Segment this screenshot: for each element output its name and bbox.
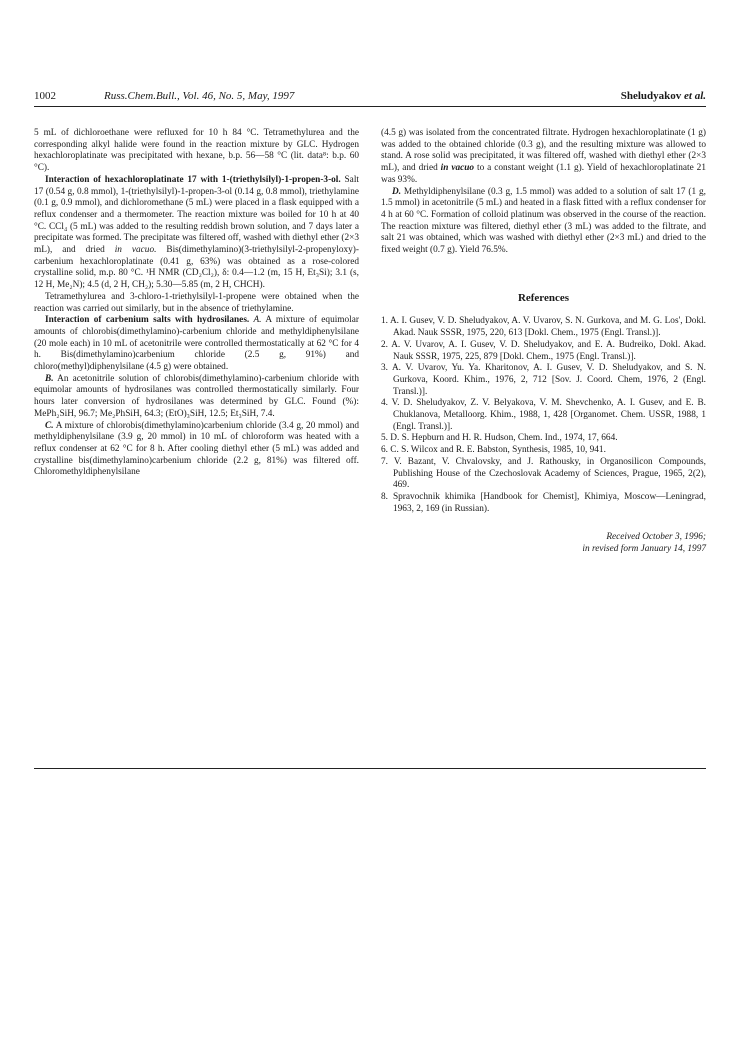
paragraph-text: (4.5 g) was isolated from the concentrated filtrate. Hydrogen hexachloroplatinate (1 g) was added to the obtained chloride (0.3 g), and the resulting mixture was allowed to stand. A rose solid was precipitated, it was filtered off, washed with diethyl ether (2×3 mL), and dried bbox=[381, 128, 706, 174]
paragraph bbox=[381, 187, 706, 257]
et-al: et al. bbox=[684, 90, 706, 102]
footer-rule bbox=[34, 768, 706, 769]
paragraph bbox=[34, 175, 359, 292]
italic-text: in vacuo. bbox=[114, 245, 157, 256]
received-date: Received October 3, 1996; bbox=[606, 532, 706, 543]
paragraph bbox=[34, 421, 359, 480]
author-name: Sheludyakov bbox=[620, 90, 682, 102]
reference-item: 5. D. S. Hepburn and H. R. Hudson, Chem. Ind., 1974, 17, 664. bbox=[381, 433, 618, 444]
reference-item: 7. V. Bazant, V. Chvalovsky, and J. Rathousky, in Organosilicon Compounds, Publishing House of the Czechoslovak Academy of Sciences, Prague, 1965, 2(2), 469. bbox=[381, 456, 706, 491]
section-heading: Interaction of hexachloroplatinate 17 with 1-(triethylsilyl)-1-propen-3-ol. bbox=[45, 174, 341, 185]
paragraph bbox=[34, 374, 359, 421]
reference-item: 8. Spravochnik khimika [Handbook for Chemist], Khimiya, Moscow—Leningrad, 1963, 2, 169 (in Russian). bbox=[381, 491, 706, 514]
paragraph-text: Bis(dimethylamino)(3-triethylsilyl-2-propenyloxy)-carbenium hexachloroplatinate (0.41 g, 63%) was obtained as a rose-colored crystalline solid, m.p. 80 °C. ¹H NMR (CD₂Cl₂), δ: 0.4—1.2 (m, 15 H, Et₃Si); 3.1 (s, 12 H, Me₂N); 4.5 (d, 2 H, CH₂); 5.30—5.85 (m, 2 H, CHCH). bbox=[34, 245, 359, 291]
revised-date: in revised form January 14, 1997 bbox=[582, 544, 706, 555]
paragraph-text: An acetonitrile solution of chlorobis(dimethylamino)-carbenium chloride with equimolar amounts of hydrosilanes was controlled thermostatically similarly. Four hours later conversion of hydrosilanes was determined by GLC. Found (%): MePh₂SiH, 96.7; Me₂PhSiH, 64.3; (EtO)₃SiH, 12.5; Et₃SiH, 7.4. bbox=[34, 373, 359, 419]
paragraph bbox=[34, 315, 359, 374]
paragraph: Tetramethylurea and 3-chloro-1-triethylsilyl-1-propene were obtained when the reaction was carried out similarly, but in the absence of triethylamine. bbox=[34, 291, 359, 314]
paragraph bbox=[381, 128, 706, 187]
journal-name: Russ.Chem.Bull., bbox=[104, 90, 180, 102]
item-label: C. bbox=[45, 420, 54, 431]
item-label: B. bbox=[45, 373, 54, 384]
paragraph-text: Methyldiphenylsilane (0.3 g, 1.5 mmol) was added to a solution of salt 17 (1 g, 1.5 mmol) in acetonitrile (5 mL) and heated in a flask fitted with a reflux condenser for 4 h at 60 °C. Formation of colloid platinum was observed in the course of the reaction. The reaction mixture was filtered, diethyl ether (3 mL) was added to the filtrate, and salt 21 was obtained, which was washed with diethyl ether (2×3 mL) and dried to the fixed weight (0.7 g). Yield 76.5%. bbox=[381, 186, 706, 256]
reference-item: 6. C. S. Wilcox and R. E. Babston, Synthesis, 1985, 10, 941. bbox=[381, 445, 606, 456]
right-column bbox=[381, 128, 706, 555]
paragraph: 5 mL of dichloroethane were refluxed for 10 h 84 °C. Tetramethylurea and the corresponding alkyl halide were found in the reaction mixture by GLC. Hydrogen hexachloroplatinate was precipitated with hexane, b.p. 56—58 °C (lit. data⁸: b.p. 60 °C). bbox=[34, 128, 359, 174]
references-heading: References bbox=[517, 291, 570, 304]
paragraph-text: to a constant weight (1.1 g). Yield of hexachloroplatinate 21 was 93%. bbox=[381, 163, 706, 185]
paragraph-text: Salt 17 (0.54 g, 0.8 mmol), 1-(triethylsilyl)-1-propen-3-ol (0.14 g, 0.8 mmol), triethylamine (0.1 g, 0.9 mmol), and dichloromethane (5 mL) were placed in a flask equipped with a reflux condenser and a thermometer. The reaction mixture was boiled for 10 h at 40 °C. CCl₄ (5 mL) was added to the resulting reddish brown solution, and 7 days later a precipitate was formed. The precipitate was filtered off, washed with diethyl ether (2×3 mL), and dried bbox=[34, 174, 360, 256]
reference-list bbox=[381, 316, 706, 515]
left-column bbox=[34, 128, 359, 479]
running-header bbox=[34, 88, 706, 104]
reference-item: 4. V. D. Sheludyakov, Z. V. Belyakova, V. M. Shevchenko, A. I. Gusev, and E. B. Chuklanova, Metalloorg. Khim., 1988, 1, 428 [Organomet. Chem. USSR, 1988, 1 (Engl. Transl.)]. bbox=[381, 398, 706, 432]
journal-volume: Vol. 46, No. 5, May, 1997 bbox=[182, 90, 295, 102]
received-dates bbox=[381, 531, 706, 555]
reference-item: 3. A. V. Uvarov, Yu. Ya. Kharitonov, A. I. Gusev, V. D. Sheludyakov, and S. N. Gurkova, Koord. Khim., 1976, 2, 712 [Sov. J. Coord. Chem, 1976, 2 (Engl. Transl.)]. bbox=[381, 363, 706, 397]
reference-item: 2. A. V. Uvarov, A. I. Gusev, V. D. Sheludyakov, and E. A. Budreiko, Dokl. Akad. Nauk SSSR, 1975, 225, 879 [Dokl. Chem., 1975 (Engl. Transl.)]. bbox=[381, 339, 706, 362]
paragraph-text: A mixture of equimolar amounts of chlorobis(dimethylamino)-carbenium chloride and methyldiphenylsilane (20 mole each) in 10 mL of acetonitrile were controlled thermostatically at 62 °C for 4 h. Bis(dimethylamino)carbenium chloride (2.5 g, 91%) and chloro(methyl)diphenylsilane (4.5 g) were obtained. bbox=[34, 315, 359, 373]
paragraph-text: A mixture of chlorobis(dimethylamino)carbenium chloride (3.4 g, 20 mmol) and methyldiphenylsilane (3.9 g, 20 mmol) in 10 mL of chloroform was heated with a reflux condenser at 62 °C for 8 h. After cooling diethyl ether (5 mL) was added and crystalline bis(dimethylamino)carbenium chloride (2.2 g, 81%) was filtered off. Chloromethyldiphenylsilane bbox=[34, 420, 359, 478]
section-heading: Interaction of carbenium salts with hydrosilanes. bbox=[45, 315, 250, 326]
running-authors bbox=[621, 88, 706, 104]
item-label: D. bbox=[392, 186, 402, 197]
reference-item: 1. A. I. Gusev, V. D. Sheludyakov, A. V. Uvarov, S. N. Gurkova, and M. G. Los', Dokl. Akad. Nauk SSSR, 1975, 220, 613 [Dokl. Chem., 1975 (Engl. Transl.)]. bbox=[381, 316, 706, 339]
header-rule bbox=[34, 106, 706, 107]
italic-text: in vacuo bbox=[440, 163, 475, 174]
item-label: A. bbox=[249, 315, 262, 326]
page-number: 1002 bbox=[34, 90, 56, 102]
journal-citation bbox=[104, 88, 294, 104]
